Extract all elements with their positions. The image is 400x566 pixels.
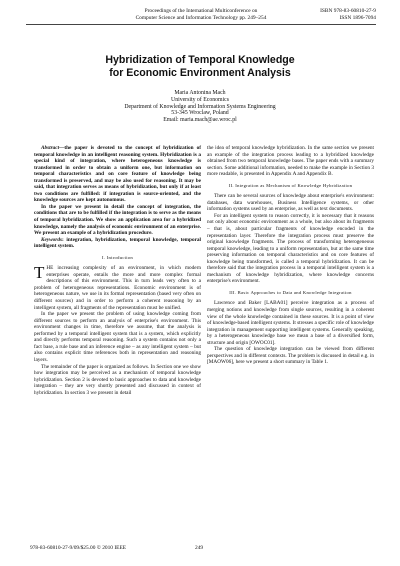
intro-paragraph-1 — [34, 265, 201, 311]
right-column — [207, 145, 374, 366]
header-issn: ISSN 1896-7094 — [339, 15, 376, 21]
header-left-line1: Proceedings of the International Multiconference on — [144, 8, 258, 14]
paper-title — [0, 54, 400, 79]
abstract-label: Abstract — [41, 145, 60, 151]
title-line-2: for Economic Environment Analysis — [109, 66, 291, 79]
title-line-1: Hybridization of Temporal Knowledge — [105, 54, 295, 66]
author-block — [0, 90, 400, 124]
integration-paragraph-1: There can be several sources of knowledge about enterprise's environment: databases, data warehouses, Business Intelligence systems, or other information systems used by an enterprise, as well as text documents. — [207, 193, 374, 213]
section-heading-approaches: III. Basic Approaches to Data and Knowledge Integration — [229, 289, 352, 295]
integration-paragraph-2: For an intelligent system to reason correctly, it is necessary that it reasons not only about economic environment as a whole, but also about its fragments – that is, about particular fragments of knowledge encoded in the representation layer. Therefore the integration process must preserve the original knowledge fragments. The process of transforming heterogeneous temporal knowledge, leading to a uniform representation, but at the same time preserving information on temporal characteristics and on core features of knowledge being transformed, is called a temporal hybridization. It can be therefore said that the integration process in a temporal intelligent system is a mechanism of knowledge hybridization, where knowledge concerns enterprise's environment. — [207, 212, 374, 285]
intro-paragraph-3: The remainder of the paper is organized as follows. In Section one we show how integration may be perceived as a mechanism of temporal knowledge hybridization. Section 2 is devoted to basic approaches to data and knowledge integration – they are very shortly presented and discussed in context of hybridization. In section 3 we present in detail — [34, 363, 201, 396]
abstract-paragraph-2: In the paper we present in detail the concept of integration, the conditions that are to be fulfilled if the integration is to serve as the means of temporal hybridization. We show an application area for a hybridized knowledge, namely the analysis of economic environment of an enterprise. We present an example of a hybridization procedure. — [34, 203, 201, 237]
author-department: Department of Knowledge and Information Systems Engineering — [124, 103, 276, 110]
abstract-text: —the paper is devoted to the concept of hybridization of temporal knowledge in an intelligent reasoning system. Hybridization is a special kind of integration, where heterogeneous knowledge is transformed in order to obtain a uniform one, but information on temporal characteristics and on core feature of knowledge being transformed is preserved, and may be also used for reasoning. It may be said, that integration serves as means of hybridization, but only if at least two conditions are fulfilled: if integration is source-oriented, and the knowledge sources are kept autonomous. — [34, 145, 201, 204]
header-left-line2: Computer Science and Information Technology pp. 249–254 — [135, 15, 267, 21]
section-heading-integration: II. Integration as Mechanism of Knowledge Hybridization — [228, 182, 353, 188]
author-university: University of Economics — [171, 96, 229, 103]
drop-cap: T — [34, 263, 45, 283]
page-number: 249 — [195, 545, 204, 551]
abstract — [34, 145, 201, 204]
right-paragraph-0: the idea of temporal knowledge hybridization. In the same section we present an example of the integration process leading to a hybridized knowledge obtained from two temporal knowledge bases. The paper ends with a summary section. Some additional information, needed to make the example in Section 3 more readable, is presented in Appendix A and Appendix B. — [207, 145, 374, 178]
section-heading-introduction: I. Introduction — [101, 254, 134, 260]
intro-paragraph-2: In the paper we present the problem of using knowledge coming from different sources to perform an analysis of enterprise's environment. This environment changes in time, therefore we assume, that the analysis is performed by a temporal intelligent system that is a system, which explicitly and directly performs temporal reasoning. Such a system contains not only a fact base, a rule base and an inference engine – as any intelligent system – but also contains explicit time references both in representation and reasoning layers. — [34, 311, 201, 363]
keywords — [34, 237, 201, 250]
author-email: Email: maria.mach@ae.wroc.pl — [163, 117, 237, 124]
left-column — [34, 145, 201, 396]
author-address: 53-345 Wroclaw, Poland — [171, 110, 229, 117]
header-rule — [26, 24, 376, 25]
keywords-text: : integration, hybridization, temporal knowledge, temporal intelligent system. — [34, 236, 201, 250]
header-isbn: ISBN 978-83-60810-27-9 — [320, 8, 376, 14]
approaches-paragraph-2: The question of knowledge integration can be viewed from different perspectives and in different contexts. The problem is discussed in detail e.g. in [MAOW06], here we present a short summary in Table 1. — [207, 346, 374, 366]
author-name: Maria Antonina Mach — [174, 90, 226, 96]
intro-paragraph-1-text: HE increasing complexity of an environment, in which modern enterprises operate, entails the more and more complex formal descriptions of this environment. This in turn leads very often to a problem of heterogeneous representations. Economic environment is of heterogeneous nature, we use in its formal representation (based very often on different sources) and in order to perform a coherent reasoning by an intelligent system, all fragments of the representation must be unified. — [34, 265, 201, 311]
footer-copyright: 978-83-60810-27-9/09/$25.00 © 2010 IEEE — [30, 545, 127, 551]
keywords-label: Keywords — [41, 236, 62, 243]
approaches-paragraph-1: Lawrence and Baker [LABA01] perceive integration as a process of merging notions and knowledge from single sources, resulting in a coherent view of the whole knowledge contained in these sources. It is a point of view of knowledge-based intelligent systems. It stresses a specific role of knowledge integration in management supporting intelligent systems. Generally speaking, by a heterogeneous knowledge base we mean a base of a diversified form, structure and origin [OWOC01]. — [207, 300, 374, 346]
